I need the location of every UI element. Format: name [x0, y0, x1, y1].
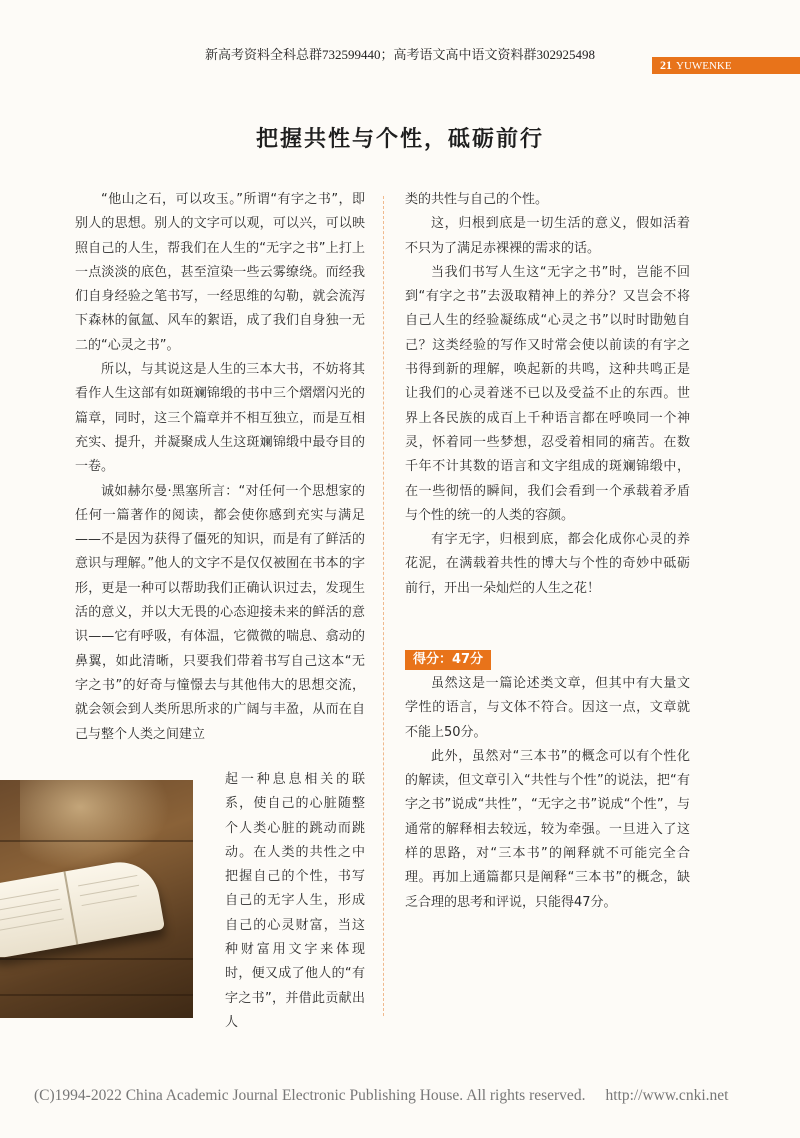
paragraph: 有字无字，归根到底，都会化成你心灵的养花泥，在满载着共性的博大与个性的奇妙中砥砺前行，开出一朵灿烂的人生之花！	[405, 532, 690, 596]
paragraph-continued: 类的共性与自己的个性。	[405, 192, 549, 207]
right-column	[405, 188, 690, 601]
footer-link[interactable]: http://www.cnki.net	[605, 1087, 729, 1104]
book-icon	[0, 856, 165, 962]
column-divider	[383, 196, 384, 1016]
paragraph: 当我们书写人生这“无字之书”时，岂能不回到“有字之书”去汲取精神上的养分？又岂会不将自己人生的经验凝练成“心灵之书”以时时勖勉自己？这类经验的写作又时常会使以前读的有字之书得到新的理解，唤起新的共鸣，这种共鸣正是让我们的心灵着迷不已以及受益不止的东西。世界上各民族的成百上千种语言都在呼唤同一个神灵，怀着同一些梦想，忍受着相同的痛苦。在数千年不计其数的语言和文字组成的斑斓锦缎中，在一些彻悟的瞬间，我们会看到一个承载着矛盾与个性的统一的人类的容颜。	[405, 264, 690, 523]
paragraph: 这，归根到底是一切生活的意义，假如活着不只为了满足赤裸裸的需求的话。	[405, 216, 690, 256]
paragraph: “他山之石，可以攻玉。”所谓“有字之书”，即别人的思想。别人的文字可以观，可以兴，可以映照自己的人生，帮我们在人生的“无字之书”上打上一点淡淡的底色，甚至渲染一些云雾缭绕。而经我们自身经验之笔书写，一经思维的勾勒，就会流泻下森林的氤氲、风车的絮语，成了我们自身独一无二的“心灵之书”。	[75, 192, 365, 353]
page-tab	[652, 57, 800, 74]
commentary	[405, 672, 690, 915]
open-book-photo	[0, 780, 193, 1018]
commentary-paragraph: 此外，虽然对“三本书”的概念可以有个性化的解读，但文章引入“共性与个性”的说法，把“有字之书”说成“共性”，“无字之书”说成“个性”，与通常的解释相去较远，较为牵强。一旦进入了这样的思路，对“三本书”的阐释就不可能完全合理。再加上通篇都只是阐释“三本书”的概念，缺乏合理的思考和评说，只能得47分。	[405, 748, 690, 910]
column-name: YUWENKE	[676, 60, 732, 72]
wrapped-column	[225, 768, 365, 1035]
paragraph-continued: 起一种息息相关的联系，使自己的心脏随整个人类心脏的跳动而跳动。在人类的共性之中把握自己的个性，书写自己的无字人生，形成自己的心灵财富，当这种财富用文字来体现时，便又成了他人的“有字之书”，并借此贡献出人	[225, 772, 365, 1030]
left-column	[75, 188, 365, 747]
paragraph: 诚如赫尔曼·黑塞所言：“对任何一个思想家的任何一篇著作的阅读，都会使你感到充实与满足——不是因为获得了僵死的知识，而是有了鲜活的意识与理解。”他人的文字不是仅仅被囿在书本的字形，更是一种可以帮助我们正确认识过去，发现生活的意义，并以大无畏的心态迎接未来的鲜活的意识——它有呼吸，有体温，它微微的喘息、翕动的鼻翼，如此清晰，只要我们带着书写自己这本“无字之书”的好奇与憧憬去与其他伟大的思想交流，就会领会到人类所思所求的广阔与丰盈，从而在自己与整个人类之间建立	[75, 483, 365, 742]
copyright-notice: (C)1994-2022 China Academic Journal Electronic Publishing House. All rights reserved.	[34, 1087, 586, 1104]
page-number: 21	[660, 58, 672, 72]
header-banner: 新高考资料全科总群732599440；高考语文高中语文资料群302925498	[204, 47, 595, 62]
paragraph: 所以，与其说这是人生的三本大书，不妨将其看作人生这部有如斑斓锦缎的书中三个熠熠闪光的篇章，同时，这三个篇章并不相互独立，而是互相充实、提升，并凝聚成人生这斑斓锦缎中最夺目的一卷。	[75, 362, 365, 475]
article-title: 把握共性与个性，砥砺前行	[255, 127, 544, 152]
commentary-paragraph: 虽然这是一篇论述类文章，但其中有大量文学性的语言，与文体不符合。因这一点，文章就不能上50分。	[405, 676, 690, 740]
score-badge: 得分：47分	[405, 650, 491, 670]
footer	[34, 1087, 800, 1105]
